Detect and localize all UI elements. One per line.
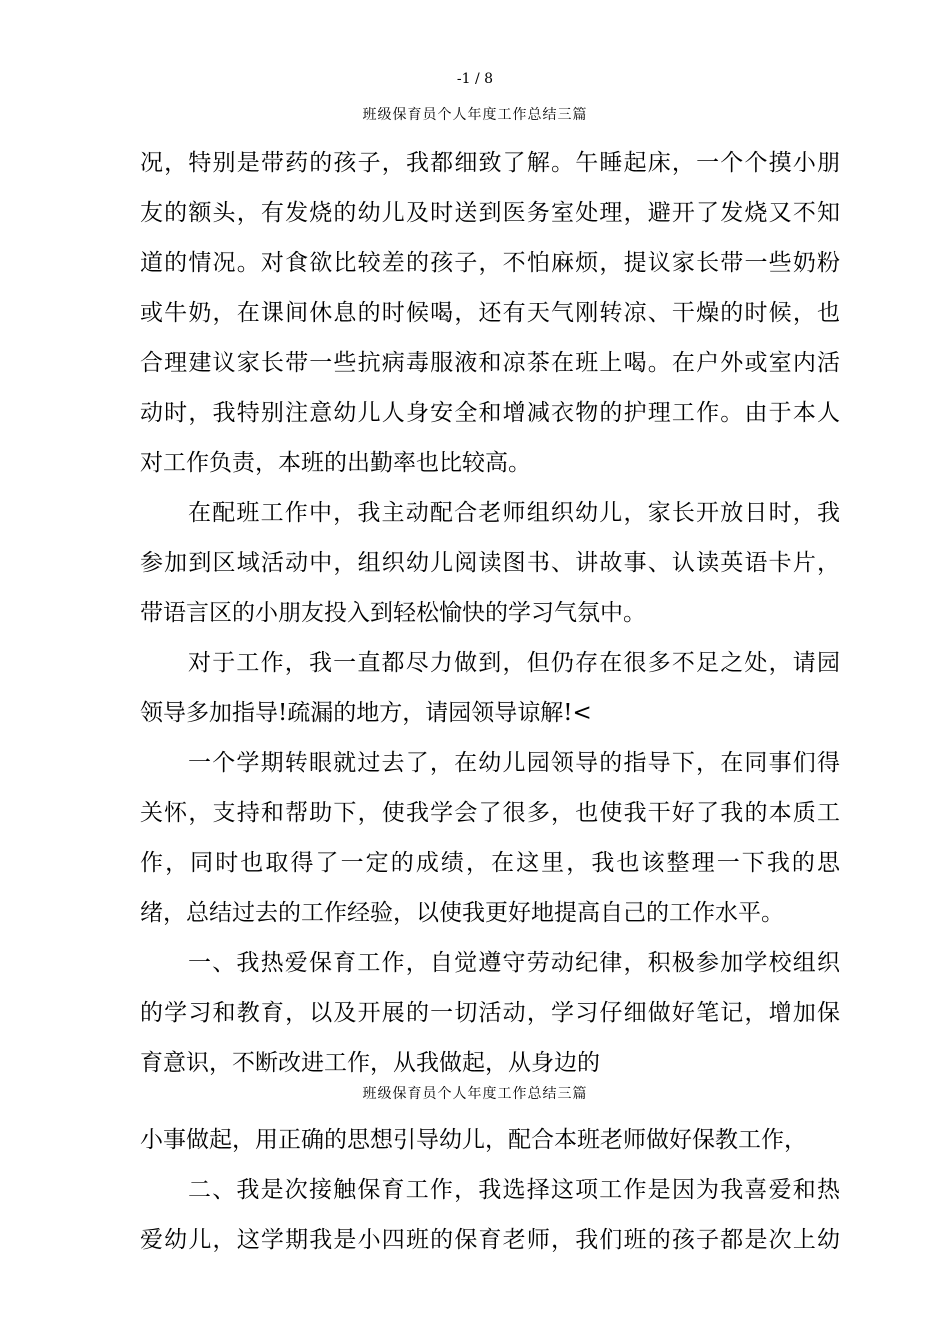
text-line: 合理建议家长带一些抗病毒服液和凉茶在班上喝。在户外或室内活 [140, 350, 840, 376]
text-line-paragraph-start: 二、我是次接触保育工作，我选择这项工作是因为我喜爱和热 [188, 1177, 840, 1203]
text-line: 对工作负责，本班的出勤率也比较高。 [140, 450, 531, 476]
text-line: 的学习和教育，以及开展的一切活动，学习仔细做好笔记，增加保 [140, 1000, 840, 1026]
text-line: 友的额头，有发烧的幼儿及时送到医务室处理，避开了发烧又不知 [140, 200, 840, 226]
text-line: 小事做起，用正确的思想引导幼儿，配合本班老师做好保教工作， [140, 1127, 807, 1153]
text-line: 爱幼儿，这学期我是小四班的保育老师，我们班的孩子都是次上幼 [140, 1227, 840, 1253]
text-line: 动时，我特别注意幼儿人身安全和增减衣物的护理工作。由于本人 [140, 400, 840, 426]
text-line: 作，同时也取得了一定的成绩，在这里，我也该整理一下我的思 [140, 850, 840, 876]
text-line: 育意识，不断改进工作，从我做起，从身边的 [140, 1050, 600, 1076]
text-line-paragraph-start: 一个学期转眼就过去了，在幼儿园领导的指导下，在同事们得 [188, 750, 840, 776]
text-line: 参加到区域活动中，组织幼儿阅读图书、讲故事、认读英语卡片， [140, 550, 840, 576]
text-line: 况，特别是带药的孩子，我都细致了解。午睡起床，一个个摸小朋 [140, 150, 840, 176]
text-line: 绪，总结过去的工作经验，以使我更好地提高自己的工作水平。 [140, 900, 784, 926]
running-header: 班级保育员个人年度工作总结三篇 [362, 107, 588, 123]
page-number: -1 / 8 [456, 71, 494, 87]
text-line: 领导多加指导!疏漏的地方，请园领导谅解!< [140, 700, 592, 726]
text-line-paragraph-start: 对于工作，我一直都尽力做到，但仍存在很多不足之处，请园 [188, 650, 840, 676]
running-header-repeat: 班级保育员个人年度工作总结三篇 [362, 1086, 588, 1102]
body-text-section-1 [140, 138, 840, 1088]
text-line: 道的情况。对食欲比较差的孩子，不怕麻烦，提议家长带一些奶粉 [140, 250, 840, 276]
text-line: 带语言区的小朋友投入到轻松愉快的学习气氛中。 [140, 600, 646, 626]
text-line-paragraph-start: 一、我热爱保育工作，自觉遵守劳动纪律，积极参加学校组织 [188, 950, 840, 976]
text-line-paragraph-start: 在配班工作中，我主动配合老师组织幼儿，家长开放日时，我 [188, 500, 840, 526]
text-line: 或牛奶，在课间休息的时候喝，还有天气刚转凉、干燥的时候，也 [140, 300, 840, 326]
text-line: 关怀，支持和帮助下，使我学会了很多，也使我干好了我的本质工 [140, 800, 840, 826]
body-text-section-2 [140, 1115, 840, 1265]
